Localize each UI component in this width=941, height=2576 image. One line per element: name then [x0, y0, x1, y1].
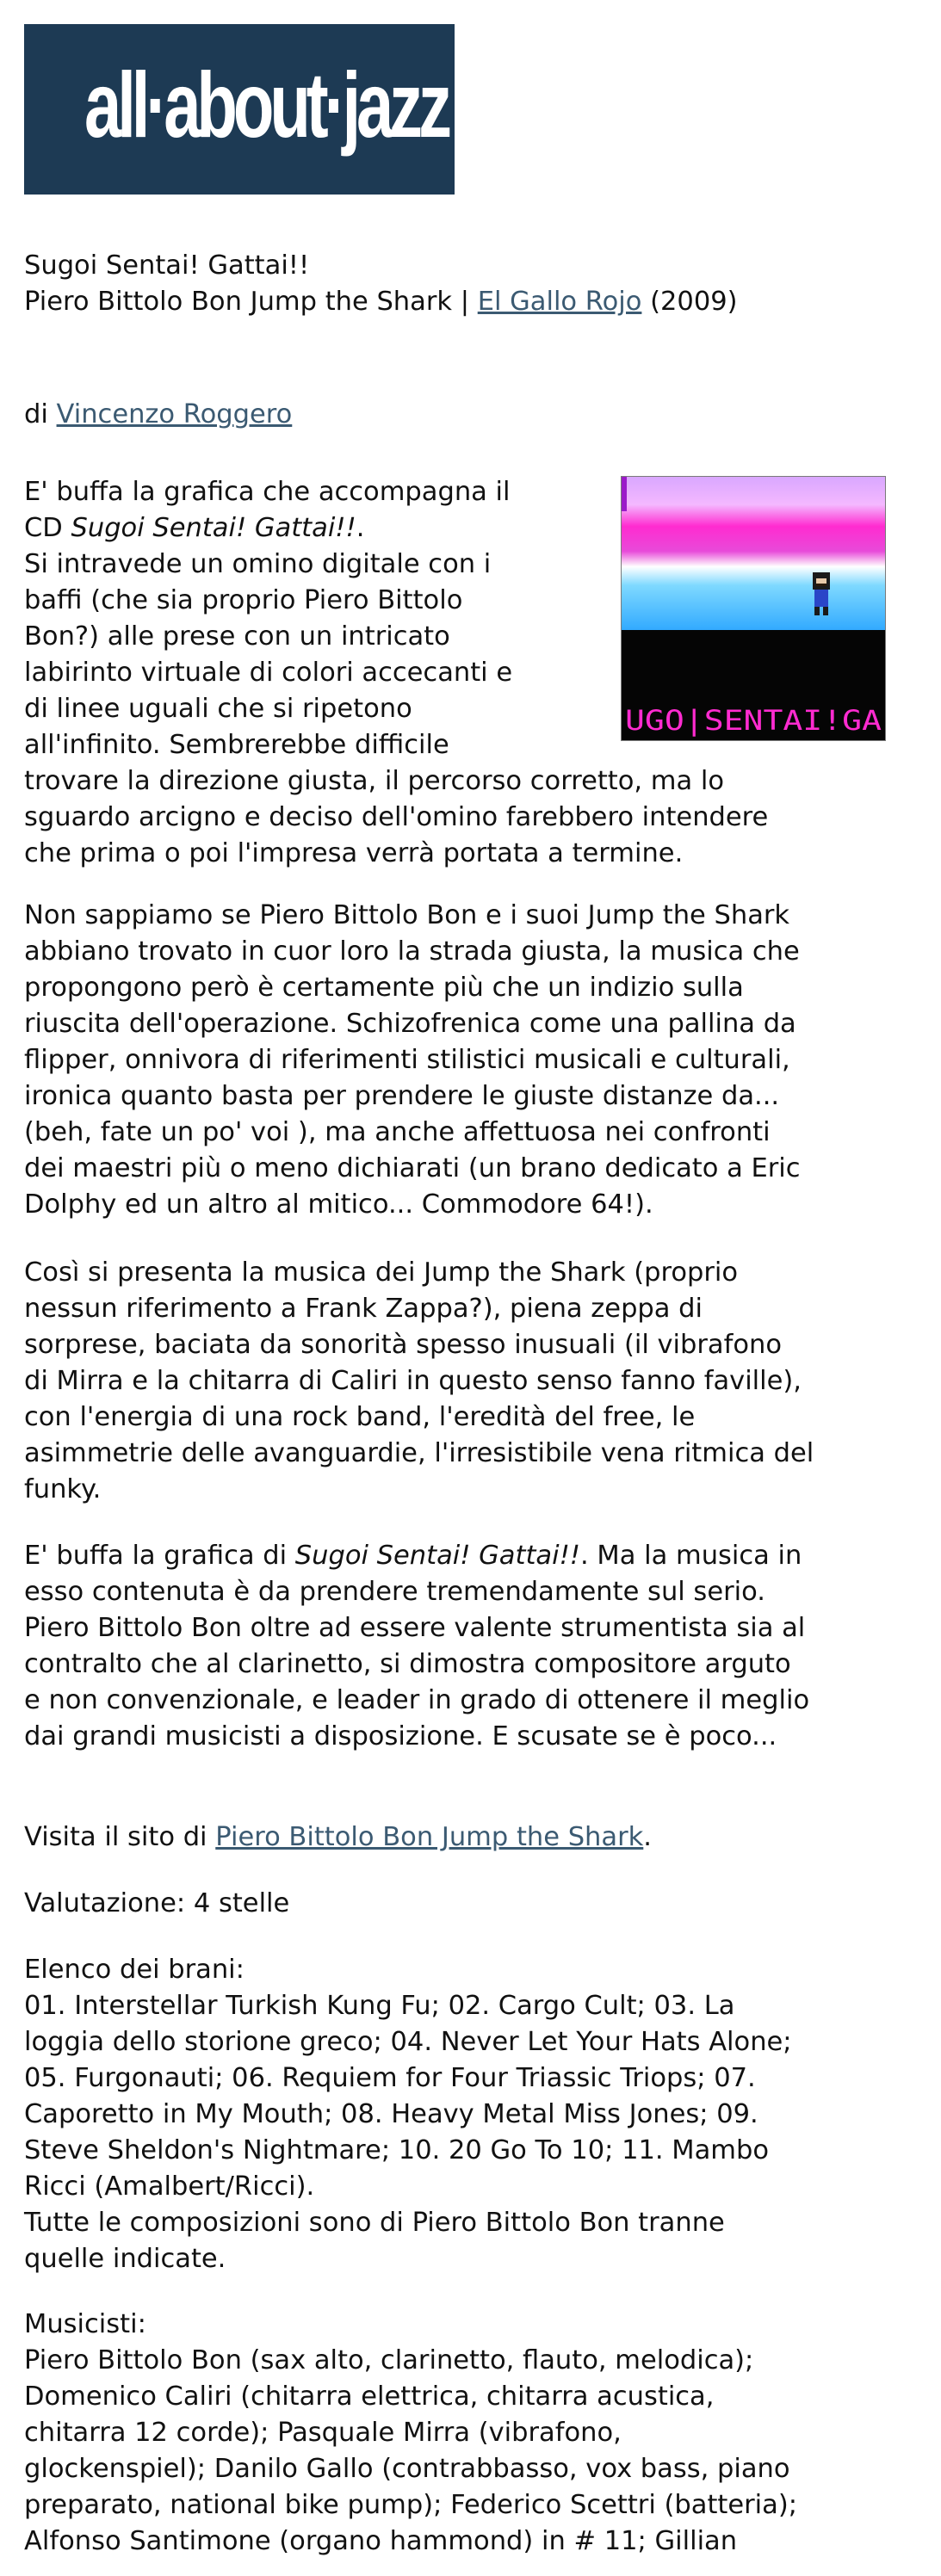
musicians-line: Domenico Caliri (chitarra elettrica, chitarra acustica,: [24, 2381, 715, 2412]
album-title: Sugoi Sentai! Gattai!!: [24, 250, 310, 281]
musicians-line: chitarra 12 corde); Pasquale Mirra (vibrafono,: [24, 2418, 622, 2448]
p3-line: con l'energia di una rock band, l'eredità del free, le: [24, 1402, 696, 1432]
p4-line: dai grandi musicisti a disposizione. E scusate se è poco...: [24, 1721, 777, 1751]
musicians-line: Alfonso Santimone (organo hammond) in # 11; Gillian: [24, 2526, 738, 2556]
logo-text: all·about·jazz: [84, 53, 448, 157]
p1-line: trovare la direzione giusta, il percorso corretto, ma lo: [24, 766, 725, 796]
byline: [24, 397, 919, 433]
label-link[interactable]: El Gallo Rojo: [477, 287, 642, 317]
byline-prefix: di: [24, 399, 48, 429]
p4-line: contralto che al clarinetto, si dimostra compositore arguto: [24, 1649, 791, 1679]
tracklist-line: Steve Sheldon's Nightmare; 10. 20 Go To 10; 11. Mambo: [24, 2135, 770, 2165]
tracklist-line: 05. Furgonauti; 06. Requiem for Four Triassic Triops; 07.: [24, 2063, 756, 2093]
rating: [24, 1886, 919, 1922]
album-title-inline: Sugoi Sentai! Gattai!!: [71, 513, 356, 543]
p3-line: nessun riferimento a Frank Zappa?), piena zeppa di: [24, 1294, 703, 1324]
p2-line: ironica quanto basta per prendere le giuste distanze da...: [24, 1081, 780, 1111]
tracklist: [24, 1952, 919, 2277]
p2-line: flipper, onnivora di riferimenti stilistici musicali e culturali,: [24, 1045, 790, 1075]
tracklist-line: Ricci (Amalbert/Ricci).: [24, 2171, 315, 2202]
p1-line: baffi (che sia proprio Piero Bittolo: [24, 585, 463, 615]
tracklist-line: quelle indicate.: [24, 2244, 226, 2274]
author-link[interactable]: Vincenzo Roggero: [56, 399, 293, 429]
p1-line: di linee uguali che si ripetono: [24, 694, 412, 724]
musicians-line: preparato, national bike pump); Federico Scettri (batteria);: [24, 2490, 798, 2520]
visit-prefix: Visita il sito di: [24, 1822, 207, 1852]
p1-line: Si intravede un omino digitale con i: [24, 549, 492, 579]
cover-text: UGO|SENTAI!GA: [625, 704, 882, 737]
p2-line: propongono però è certamente più che un indizio sulla: [24, 973, 744, 1003]
p1-line: sguardo arcigno e deciso dell'omino farebbero intendere: [24, 802, 769, 832]
p1-line: E' buffa la grafica che accompagna il: [24, 477, 511, 507]
album-meta: [24, 284, 919, 320]
tracklist-line: loggia dello storione greco; 04. Never Let Your Hats Alone;: [24, 2027, 792, 2057]
p2-line: riuscita dell'operazione. Schizofrenica come una pallina da: [24, 1009, 796, 1039]
tracklist-heading: Elenco dei brani:: [24, 1955, 245, 1985]
rating-text: Valutazione: 4 stelle: [24, 1888, 290, 1918]
review-paragraph-1: [24, 474, 919, 872]
p2-line: Dolphy ed un altro al mitico... Commodore 64!).: [24, 1189, 653, 1220]
p2-line: (beh, fate un po' voi ), ma anche affettuosa nei confronti: [24, 1117, 771, 1147]
p4-line: esso contenuta è da prendere tremendamente sul serio.: [24, 1577, 765, 1607]
p2-line: Non sappiamo se Piero Bittolo Bon e i suoi Jump the Shark: [24, 900, 790, 930]
p4-line: E' buffa la grafica di Sugoi Sentai! Gattai!!. Ma la musica in: [24, 1541, 802, 1571]
p1-line: labirinto virtuale di colori accecanti e: [24, 658, 513, 688]
album-year: (2009): [650, 287, 738, 317]
visit-site: Visita il sito di Piero Bittolo Bon Jump the Shark.: [24, 1822, 652, 1852]
p3-line: asimmetrie delle avanguardie, l'irresistibile vena ritmica del: [24, 1438, 814, 1468]
tracklist-line: Tutte le composizioni sono di Piero Bittolo Bon tranne: [24, 2208, 725, 2238]
site-logo[interactable]: [24, 24, 455, 195]
review-paragraph-3: [24, 1255, 919, 1508]
tracklist-line: Caporetto in My Mouth; 08. Heavy Metal Miss Jones; 09.: [24, 2099, 758, 2129]
p4-line: e non convenzionale, e leader in grado di ottenere il meglio: [24, 1685, 810, 1715]
p3-line: sorprese, baciata da sonorità spesso inusuali (il vibrafono: [24, 1330, 782, 1360]
album-title-inline: Sugoi Sentai! Gattai!!: [294, 1541, 581, 1571]
p1-line: che prima o poi l'impresa verrà portata a termine.: [24, 838, 684, 868]
p1-line: CD Sugoi Sentai! Gattai!!.: [24, 513, 365, 543]
p2-line: dei maestri più o meno dichiarati (un brano dedicato a Eric: [24, 1153, 801, 1183]
p1-line: Bon?) alle prese con un intricato: [24, 621, 450, 652]
meta-separator: |: [460, 287, 470, 317]
artist-site-link[interactable]: Piero Bittolo Bon Jump the Shark: [215, 1822, 644, 1852]
musicians-line: glockenspiel); Danilo Gallo (contrabbasso, vox bass, piano: [24, 2454, 790, 2484]
p2-line: abbiano trovato in cuor loro la strada giusta, la musica che: [24, 936, 800, 967]
album-artist: Piero Bittolo Bon Jump the Shark: [24, 287, 453, 317]
p1-line: all'infinito. Sembrerebbe difficile: [24, 730, 449, 760]
review-paragraph-2: [24, 898, 919, 1223]
p4-line: Piero Bittolo Bon oltre ad essere valente strumentista sia al: [24, 1613, 806, 1643]
tracklist-line: 01. Interstellar Turkish Kung Fu; 02. Cargo Cult; 03. La: [24, 1991, 735, 2021]
musicians-line: Piero Bittolo Bon (sax alto, clarinetto, flauto, melodica);: [24, 2345, 754, 2375]
musicians: [24, 2307, 919, 2560]
review-paragraph-4: [24, 1538, 919, 1755]
p3-line: funky.: [24, 1474, 102, 1504]
album-header: [24, 248, 919, 320]
musicians-heading: Musicisti:: [24, 2309, 146, 2339]
p3-line: di Mirra e la chitarra di Caliri in questo senso fanno faville),: [24, 1366, 802, 1396]
p3-line: Così si presenta la musica dei Jump the Shark (proprio: [24, 1257, 739, 1288]
